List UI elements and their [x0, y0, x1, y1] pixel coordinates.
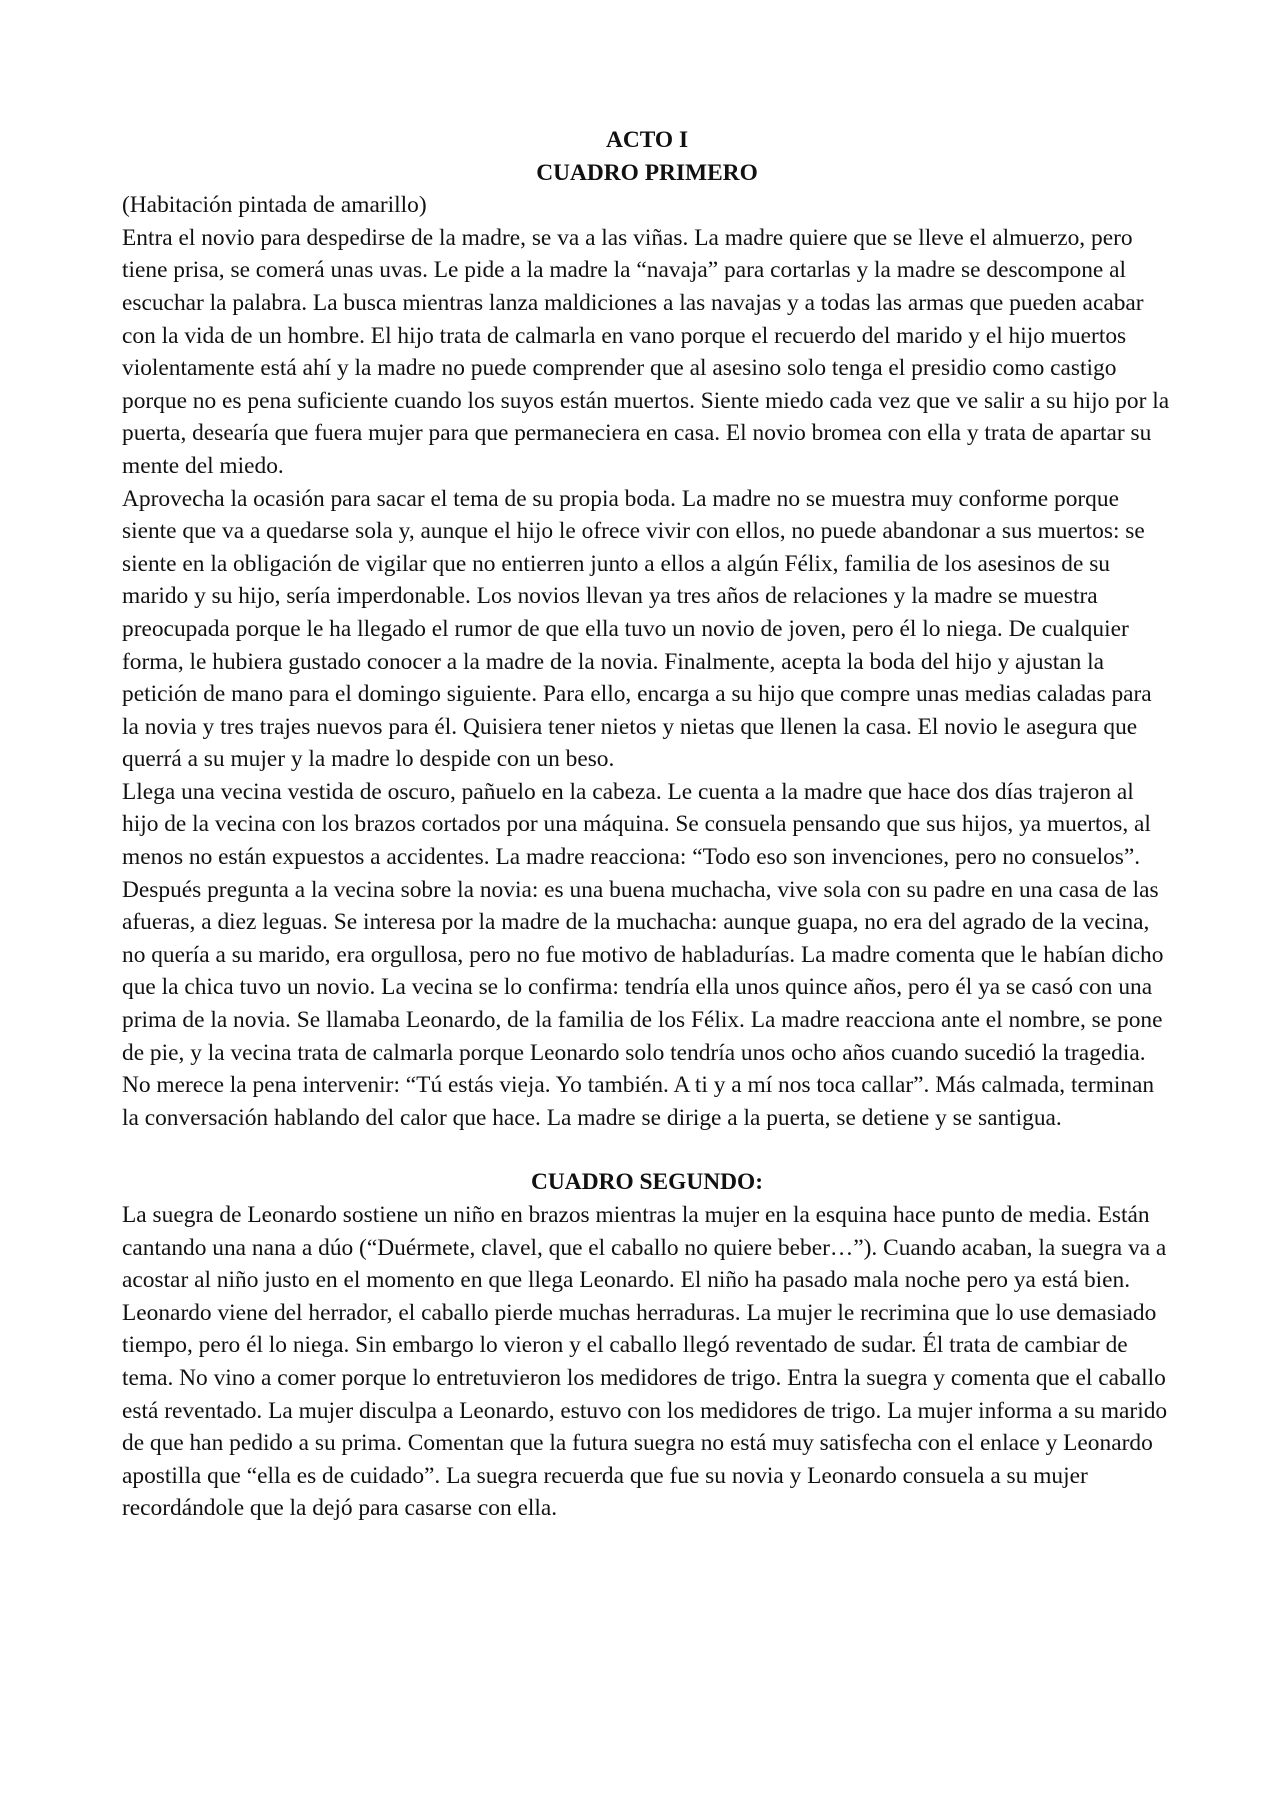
- scene-one-title: CUADRO PRIMERO: [536, 159, 758, 186]
- section-gap: [122, 1134, 1172, 1166]
- document-page: [122, 124, 1172, 1525]
- scene-one-paragraph-3: Llega una vecina vestida de oscuro, pañuelo en la cabeza. Le cuenta a la madre que hace dos días trajeron al hijo de la vecina con los brazos cortados por una máquina. Se consuela pensando que sus hijos, ya muertos, al menos no están expuestos a accidentes. La madre reacciona: “Todo eso son invenciones, pero no consuelos”. Después pregunta a la vecina sobre la novia: es una buena muchacha, vive sola con su padre en una casa de las afueras, a diez leguas. Se interesa por la madre de la muchacha: aunque guapa, no era del agrado de la vecina, no quería a su marido, era orgullosa, pero no fue motivo de habladurías. La madre comenta que le habían dicho que la chica tuvo un novio. La vecina se lo confirma: tendría ella unos quince años, pero él ya se casó con una prima de la novia. Se llamaba Leonardo, de la familia de los Félix. La madre reacciona ante el nombre, se pone de pie, y la vecina trata de calmarla porque Leonardo solo tendría unos ocho años cuando sucedió la tragedia. No merece la pena intervenir: “Tú estás vieja. Yo también. A ti y a mí nos toca callar”. Más calmada, terminan la conversación hablando del calor que hace. La madre se dirige a la puerta, se detiene y se santigua.: [122, 778, 1164, 1131]
- scene-two-title: CUADRO SEGUNDO:: [531, 1169, 763, 1196]
- scene-two-paragraph-1: La suegra de Leonardo sostiene un niño en brazos mientras la mujer en la esquina hace punto de media. Están cantando una nana a dúo (“Duérmete, clavel, que el caballo no quiere beber…”). Cuando acaban, la suegra va a acostar al niño justo en el momento en que llega Leonardo. El niño ha pasado mala noche pero ya está bien. Leonardo viene del herrador, el caballo pierde muchas herraduras. La mujer le recrimina que lo use demasiado tiempo, pero él lo niega. Sin embargo lo vieron y el caballo llegó reventado de sudar. Él trata de cambiar de tema. No vino a comer porque lo entretuvieron los medidores de trigo. Entra la suegra y comenta que el caballo está reventado. La mujer disculpa a Leonardo, estuvo con los medidores de trigo. La mujer informa a su marido de que han pedido a su prima. Comentan que la futura suegra no está muy satisfecha con el enlace y Leonardo apostilla que “ella es de cuidado”. La suegra recuerda que fue su novia y Leonardo consuela a su mujer recordándole que la dejó para casarse con ella.: [122, 1202, 1168, 1522]
- scene-one-paragraph-2: Aprovecha la ocasión para sacar el tema de su propia boda. La madre no se muestra muy conforme porque siente que va a quedarse sola y, aunque el hijo le ofrece vivir con ellos, no puede abandonar a sus muertos: se siente en la obligación de vigilar que no entierren junto a ellos a algún Félix, familia de los asesinos de su marido y su hijo, sería imperdonable. Los novios llevan ya tres años de relaciones y la madre se muestra preocupada porque le ha llegado el rumor de que ella tuvo un novio de joven, pero él lo niega. De cualquier forma, le hubiera gustado conocer a la madre de la novia. Finalmente, acepta la boda del hijo y ajustan la petición de mano para el domingo siguiente. Para ello, encarga a su hijo que compre unas medias caladas para la novia y tres trajes nuevos para él. Quisiera tener nietos y nietas que llenen la casa. El novio le asegura que querrá a su mujer y la madre lo despide con un beso.: [122, 485, 1152, 773]
- stage-direction: (Habitación pintada de amarillo): [122, 192, 427, 219]
- act-title: ACTO I: [605, 127, 689, 153]
- scene-one-paragraph-1: Entra el novio para despedirse de la madre, se va a las viñas. La madre quiere que se lleve el almuerzo, pero tiene prisa, se comerá unas uvas. Le pide a la madre la “navaja” para cortarlas y la madre se descompone al escuchar la palabra. La busca mientras lanza maldiciones a las navajas y a todas las armas que pueden acabar con la vida de un hombre. El hijo trata de calmarla en vano porque el recuerdo del marido y el hijo muertos violentamente está ahí y la madre no puede comprender que al asesino solo tenga el presidio como castigo porque no es pena suficiente cuando los suyos están muertos. Siente miedo cada vez que ve salir a su hijo por la puerta, desearía que fuera mujer para que permaneciera en casa. El novio bromea con ella y trata de apartar su mente del miedo.: [122, 224, 1170, 479]
